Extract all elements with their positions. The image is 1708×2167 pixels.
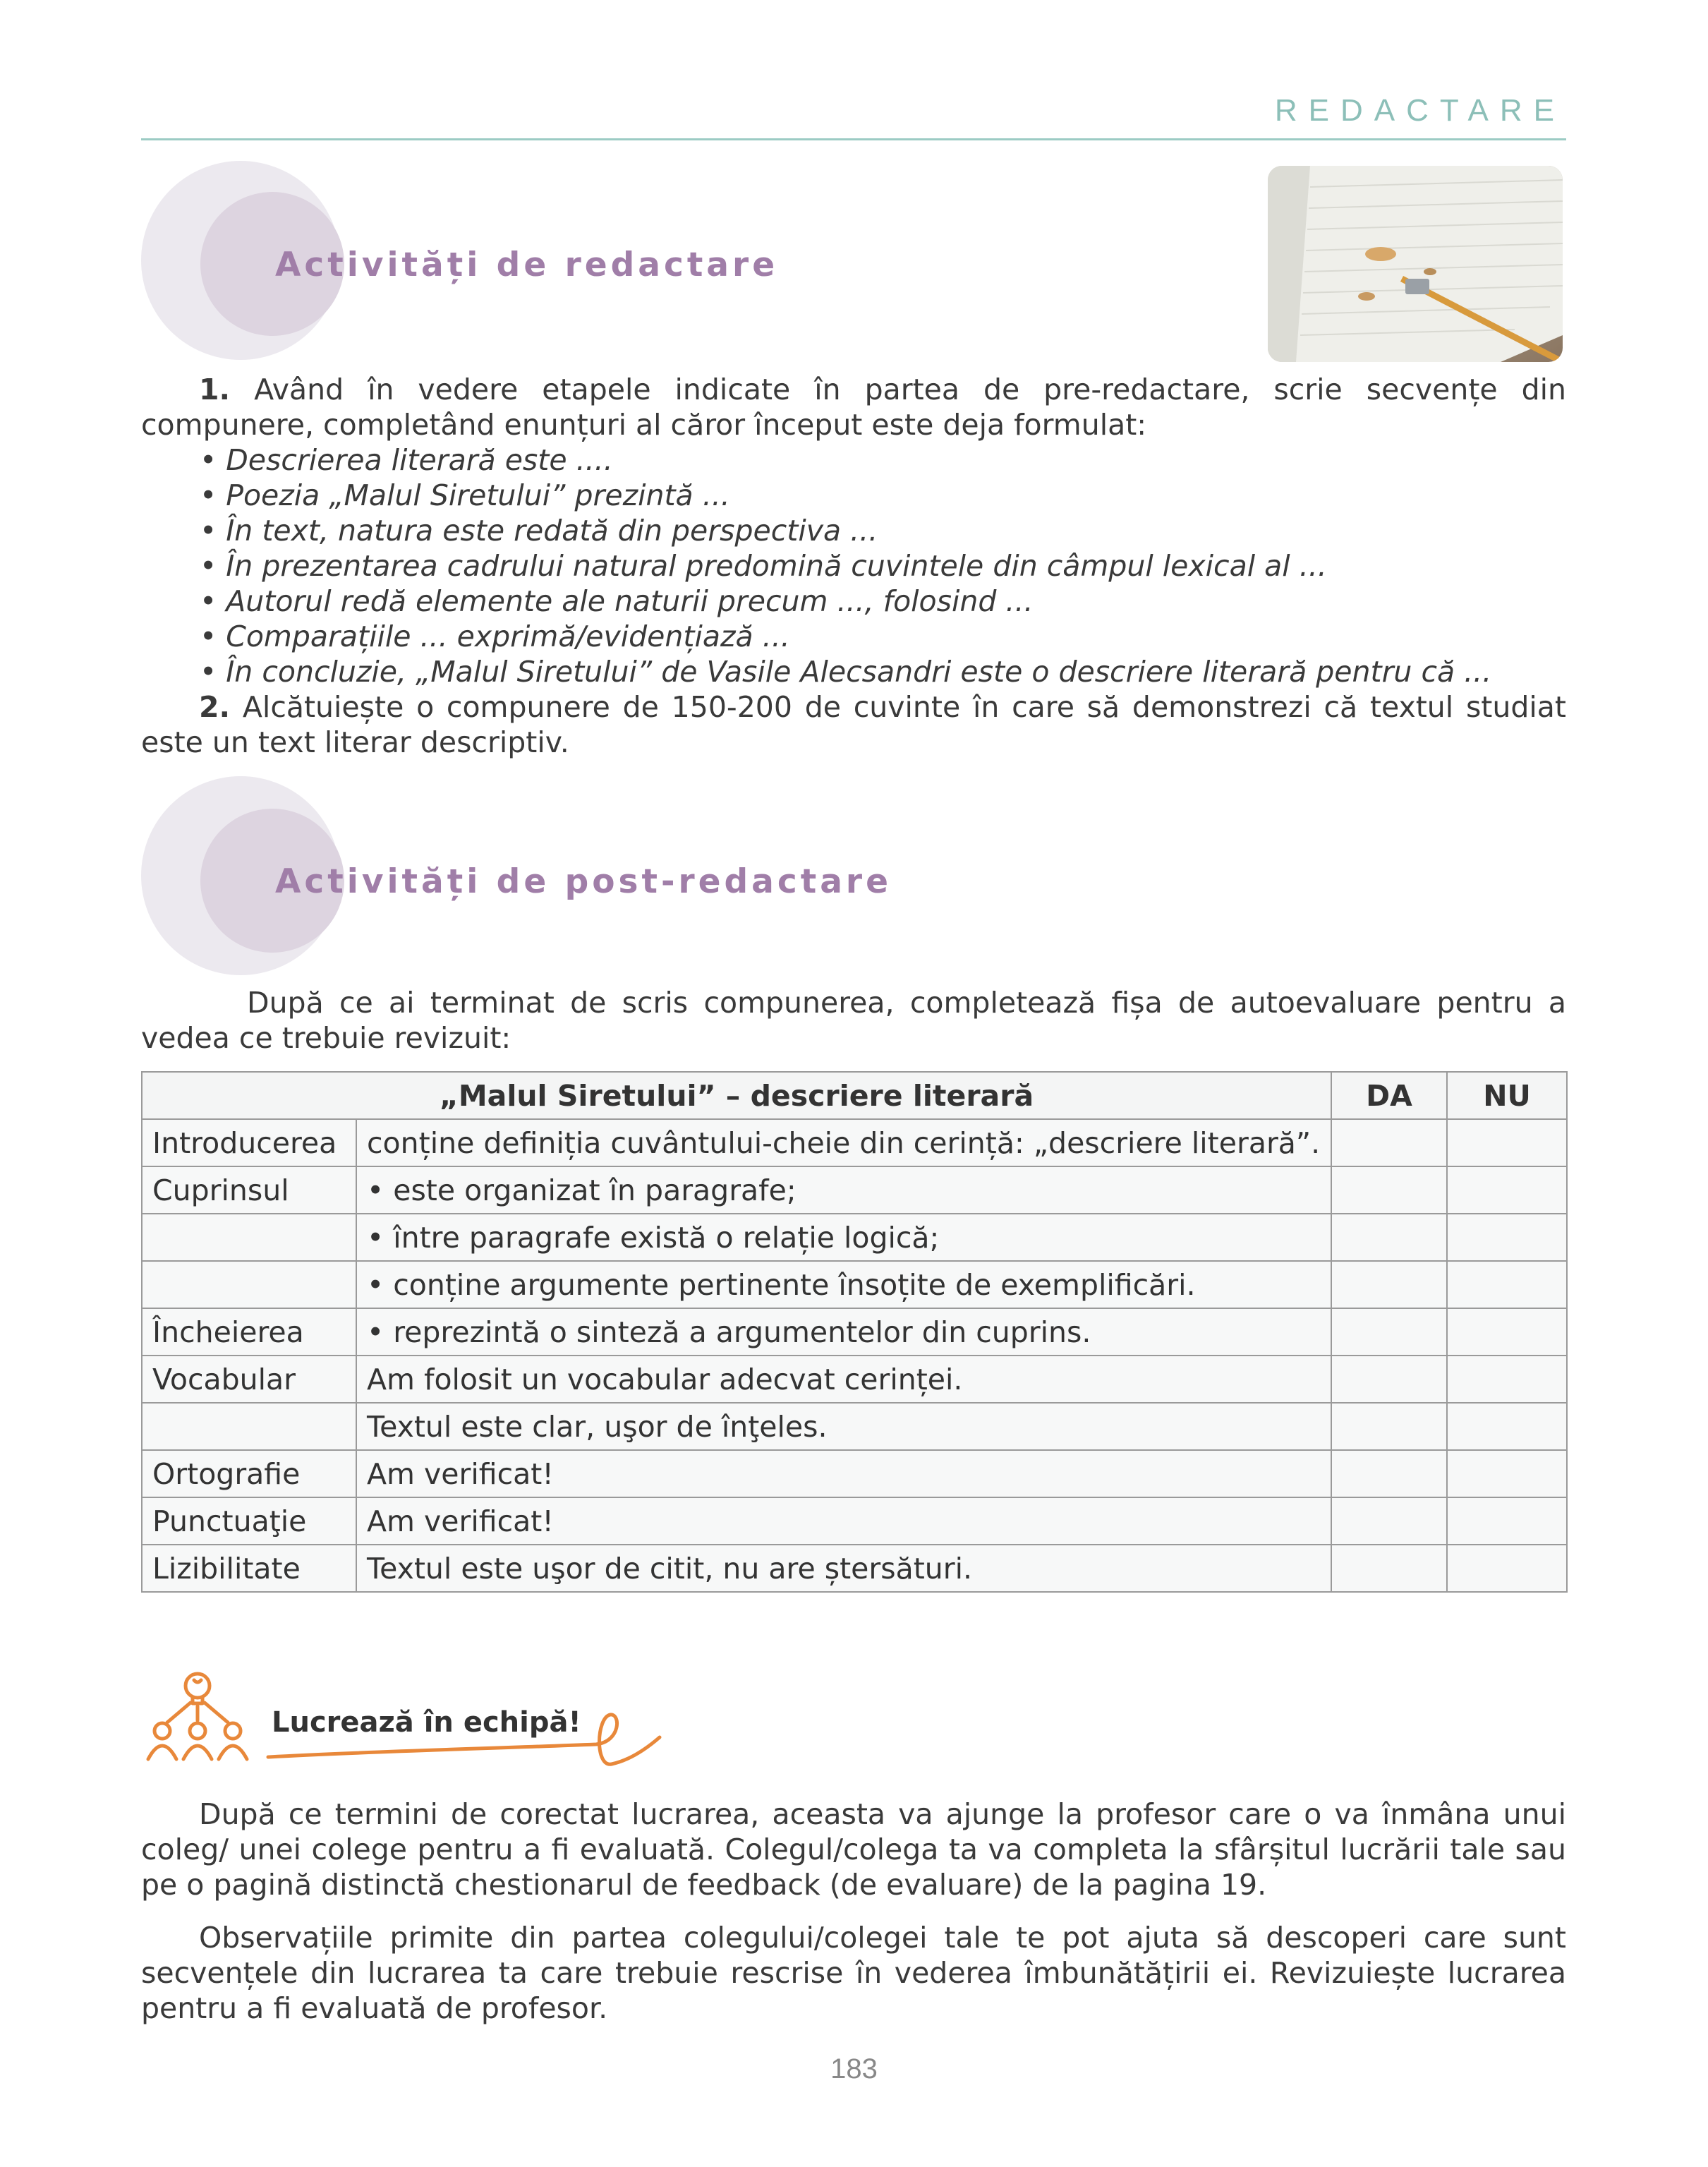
row-label: Lizibilitate — [142, 1545, 356, 1592]
table-row — [142, 1450, 1567, 1497]
checkbox-da[interactable] — [1331, 1356, 1447, 1403]
row-criterion: Textul este uşor de citit, nu are ștersături. — [356, 1545, 1331, 1592]
table-row — [142, 1497, 1567, 1545]
row-label — [142, 1214, 356, 1261]
row-label: Ortografie — [142, 1450, 356, 1497]
row-label — [142, 1261, 356, 1308]
checkbox-nu[interactable] — [1447, 1308, 1567, 1356]
table-title: „Malul Siretului” – descriere literară — [142, 1072, 1331, 1119]
table-row — [142, 1261, 1567, 1308]
row-label: Vocabular — [142, 1356, 356, 1403]
checkbox-da[interactable] — [1331, 1166, 1447, 1214]
post-redactare-intro — [141, 985, 1566, 1056]
checkbox-da[interactable] — [1331, 1450, 1447, 1497]
checkbox-da[interactable] — [1331, 1261, 1447, 1308]
section-title-post-redactare: Activități de post-redactare — [275, 862, 892, 901]
chapter-header: REDACTARE — [1274, 93, 1565, 128]
checkbox-nu[interactable] — [1447, 1545, 1567, 1592]
closing-paragraph-1 — [141, 1797, 1566, 1902]
row-label: Încheierea — [142, 1308, 356, 1356]
task-1-instructions — [141, 372, 1566, 442]
section-title-redactare: Activități de redactare — [275, 246, 779, 284]
column-header-nu: NU — [1447, 1072, 1567, 1119]
list-item: • Poezia „Malul Siretului” prezintă ... — [200, 478, 730, 512]
task-2-text: Alcătuiește o compunere de 150-200 de cuvinte în care să demonstrezi că textul studiat este un text literar descriptiv. — [141, 690, 1566, 759]
checkbox-nu[interactable] — [1447, 1450, 1567, 1497]
list-item: • Autorul redă elemente ale naturii precum ..., folosind ... — [200, 584, 1034, 618]
row-label: Introducerea — [142, 1119, 356, 1166]
row-criterion: Am folosit un vocabular adecvat cerinței. — [356, 1356, 1331, 1403]
list-item: • În text, natura este redată din perspectiva ... — [200, 514, 878, 548]
page-number: 183 — [830, 2053, 878, 2084]
self-evaluation-table — [141, 1071, 1568, 1593]
list-item: • În prezentarea cadrului natural predomină cuvintele din câmpul lexical al ... — [200, 549, 1327, 583]
column-header-da: DA — [1331, 1072, 1447, 1119]
checkbox-nu[interactable] — [1447, 1356, 1567, 1403]
task-2-number: 2. — [199, 690, 231, 724]
row-criterion: • este organizat în paragrafe; — [356, 1166, 1331, 1214]
notebook-pencil-photo — [1268, 166, 1563, 362]
checkbox-nu[interactable] — [1447, 1403, 1567, 1450]
task-1-bullet-list — [200, 442, 1491, 689]
header-divider — [141, 138, 1566, 140]
row-criterion: Am verificat! — [356, 1497, 1331, 1545]
row-criterion: Am verificat! — [356, 1450, 1331, 1497]
post-intro-text: După ce ai terminat de scris compunerea, completează fișa de autoevaluare pentru a vedea ce trebuie revizuit: — [141, 986, 1566, 1055]
task-1-text: Având în vedere etapele indicate în partea de pre-redactare, scrie secvențe din compunere, completând enunțuri al căror început este deja formulat: — [141, 373, 1566, 442]
table-row — [142, 1119, 1567, 1166]
teamwork-lightbulb-icon — [145, 1667, 250, 1766]
task-1-number: 1. — [199, 373, 231, 406]
checkbox-nu[interactable] — [1447, 1119, 1567, 1166]
checkbox-da[interactable] — [1331, 1497, 1447, 1545]
row-criterion: • reprezintă o sinteză a argumentelor din cuprins. — [356, 1308, 1331, 1356]
checkbox-da[interactable] — [1331, 1119, 1447, 1166]
closing-text-2: Observațiile primite din partea colegului/colegei tale te pot ajuta să descoperi care sunt secvențele din lucrarea ta care trebuie rescrise în vederea îmbunătățirii ei. Revizuiește lucrarea pentru a fi evaluată de profesor. — [141, 1921, 1566, 2025]
row-criterion: conține definiția cuvântului-cheie din cerință: „descriere literară”. — [356, 1119, 1331, 1166]
checkbox-da[interactable] — [1331, 1214, 1447, 1261]
list-item: • În concluzie, „Malul Siretului” de Vasile Alecsandri este o descriere literară pentru că ... — [200, 655, 1492, 689]
checkbox-da[interactable] — [1331, 1545, 1447, 1592]
table-row — [142, 1166, 1567, 1214]
checkbox-nu[interactable] — [1447, 1261, 1567, 1308]
table-row — [142, 1214, 1567, 1261]
table-row — [142, 1545, 1567, 1592]
table-row — [142, 1403, 1567, 1450]
table-header-row — [142, 1072, 1567, 1119]
task-2-instructions — [141, 689, 1566, 760]
closing-text-1: După ce termini de corectat lucrarea, aceasta va ajunge la profesor care o va înmâna unui coleg/ unei colege pentru a fi evaluată. Colegul/colega ta va completa la sfârșitul lucrării tale sau pe o pagină distinctă chestionarul de feedback (de evaluare) de la pagina 19. — [141, 1797, 1566, 1902]
row-criterion: • conține argumente pertinente însoțite de exemplificări. — [356, 1261, 1331, 1308]
table-row — [142, 1308, 1567, 1356]
table-row — [142, 1356, 1567, 1403]
row-label: Punctuaţie — [142, 1497, 356, 1545]
row-criterion: • între paragrafe există o relație logică; — [356, 1214, 1331, 1261]
checkbox-nu[interactable] — [1447, 1497, 1567, 1545]
row-criterion: Textul este clar, uşor de înţeles. — [356, 1403, 1331, 1450]
team-work-title: Lucrează în echipă! — [272, 1706, 581, 1739]
orange-underline-swoosh — [265, 1708, 667, 1778]
checkbox-da[interactable] — [1331, 1308, 1447, 1356]
row-label: Cuprinsul — [142, 1166, 356, 1214]
checkbox-nu[interactable] — [1447, 1214, 1567, 1261]
list-item: • Comparațiile ... exprimă/evidențiază ... — [200, 620, 790, 653]
checkbox-da[interactable] — [1331, 1403, 1447, 1450]
row-label — [142, 1403, 356, 1450]
checkbox-nu[interactable] — [1447, 1166, 1567, 1214]
closing-paragraph-2 — [141, 1920, 1566, 2026]
list-item: • Descrierea literară este .... — [200, 443, 613, 477]
